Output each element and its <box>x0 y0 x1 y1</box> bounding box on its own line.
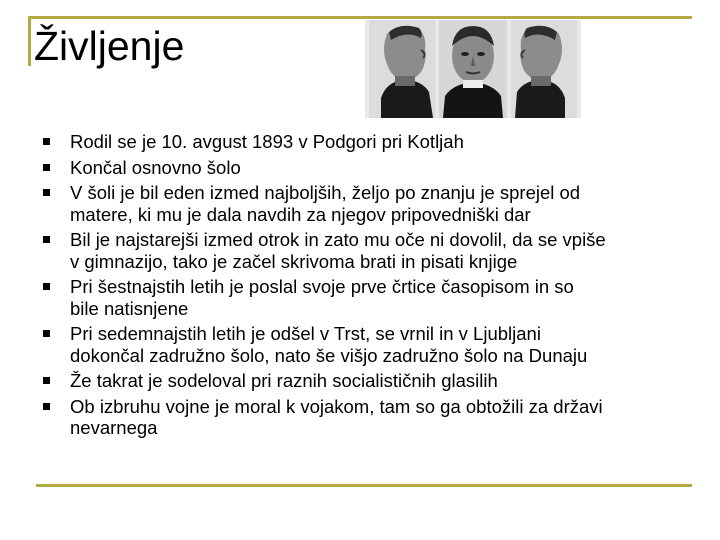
bullet-text: Pri šestnajstih letih je poslal svoje prve črtice časopisom in so bile natisnjene <box>70 276 574 319</box>
portrait-front <box>439 20 507 118</box>
frame-top-line <box>28 16 692 19</box>
portrait-left-profile <box>369 20 435 118</box>
list-item <box>40 396 680 439</box>
list-item <box>40 276 680 319</box>
list-item <box>40 370 680 392</box>
square-bullet-icon <box>43 164 50 171</box>
square-bullet-icon <box>43 377 50 384</box>
frame-left-line <box>28 16 31 66</box>
portrait-right-profile <box>511 20 577 118</box>
list-item <box>40 131 680 153</box>
square-bullet-icon <box>43 283 50 290</box>
slide-title: Življenje <box>34 23 185 69</box>
bullet-text: Že takrat je sodeloval pri raznih socialističnih glasilih <box>70 370 498 391</box>
list-item <box>40 157 680 179</box>
frame-bottom-line <box>36 484 692 487</box>
bullet-text: Pri sedemnajstih letih je odšel v Trst, se vrnil in v Ljubljani dokončal zadružno šolo, nato še višjo zadružno šolo na Dunaju <box>70 323 588 366</box>
square-bullet-icon <box>43 330 50 337</box>
square-bullet-icon <box>43 138 50 145</box>
mugshot-photo <box>365 20 581 118</box>
square-bullet-icon <box>43 189 50 196</box>
bullet-text: Bil je najstarejši izmed otrok in zato mu oče ni dovolil, da se vpiše v gimnazijo, tako je začel skrivoma brati in pisati knjige <box>70 229 606 272</box>
bullet-text: V šoli je bil eden izmed najboljših, željo po znanju je sprejel od matere, ki mu je dala navdih za njegov pripovedniški dar <box>70 182 581 225</box>
bullet-list <box>40 131 680 443</box>
square-bullet-icon <box>43 403 50 410</box>
square-bullet-icon <box>43 236 50 243</box>
list-item <box>40 323 680 366</box>
bullet-text: Končal osnovno šolo <box>70 156 241 178</box>
bullet-text: Rodil se je 10. avgust 1893 v Podgori pri Kotljah <box>70 131 464 152</box>
list-item <box>40 229 680 272</box>
bullet-text: Ob izbruhu vojne je moral k vojakom, tam so ga obtožili za državi nevarnega <box>70 395 603 438</box>
list-item <box>40 182 680 225</box>
